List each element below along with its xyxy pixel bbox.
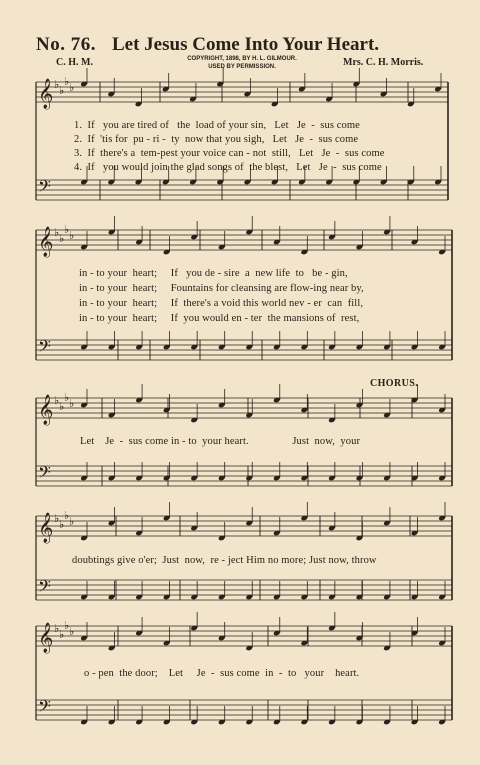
bass-clef-icon: 𝄢 [38,462,51,486]
hymn-number: No. 76. [36,34,96,55]
treble-clef-icon: 𝄞 [38,79,54,109]
verse-3-line-2: in - to your heart; If there's a void this world nev - er can fill, [79,298,364,309]
treble-clef-icon: 𝄞 [38,623,54,653]
flat-sign: ♭ [64,223,70,236]
chorus-line-3: o - pen the door; Let Je - sus come in - to your heart. [84,668,360,679]
bass-clef-icon: 𝄢 [38,576,51,600]
flat-sign: ♭ [59,400,65,413]
flat-sign: ♭ [59,628,65,641]
treble-clef-icon: 𝄞 [38,227,54,257]
permission-line: USED BY PERMISSION. [208,64,276,70]
treble-clef-icon: 𝄞 [38,513,54,543]
chorus-line-1: Let Je - sus come in - to your heart. Just now, your [80,436,361,447]
bass-clef-icon: 𝄢 [38,336,51,360]
flat-sign: ♭ [69,229,75,242]
treble-clef-icon: 𝄞 [38,395,54,425]
flat-sign: ♭ [54,226,60,239]
verse-1-line-1: 1. If you are tired of the load of your sin, Let Je - sus come [74,120,360,131]
copyright-line: COPYRIGHT, 1898, BY H. L. GILMOUR. [187,56,297,62]
chorus-line-2: doubtings give o'er; Just now, re - ject Him no more; Just now, throw [72,555,377,566]
verse-2-line-2: in - to your heart; Fountains for cleansing are flow-ing near by, [79,283,364,294]
flat-sign: ♭ [69,625,75,638]
flat-sign: ♭ [54,622,60,635]
flat-sign: ♭ [69,397,75,410]
flat-sign: ♭ [54,78,60,91]
flat-sign: ♭ [59,232,65,245]
flat-sign: ♭ [64,509,70,522]
verse-4-line-1: 4. If you would join the glad songs of the blest, Let Je - sus come [74,162,382,173]
flat-sign: ♭ [64,391,70,404]
flat-sign: ♭ [59,518,65,531]
flat-sign: ♭ [59,84,65,97]
lyricist-credit: C. H. M. [56,57,93,68]
flat-sign: ♭ [64,619,70,632]
flat-sign: ♭ [69,81,75,94]
flat-sign: ♭ [54,512,60,525]
composer-credit: Mrs. C. H. Morris. [343,57,424,68]
flat-sign: ♭ [54,394,60,407]
chorus-label: CHORUS. [370,378,419,389]
verse-3-line-1: 3. If there's a tem-pest your voice can - not still, Let Je - sus come [74,148,385,159]
bass-clef-icon: 𝄢 [38,176,51,200]
flat-sign: ♭ [69,515,75,528]
verse-2-line-1: 2. If 'tis for pu - ri - ty now that you sigh, Let Je - sus come [74,134,359,145]
verse-4-line-2: in - to your heart; If you would en - ter the mansions of rest, [79,313,360,324]
hymn-title: Let Jesus Come Into Your Heart. [112,34,380,55]
bass-clef-icon: 𝄢 [38,696,51,720]
flat-sign: ♭ [64,75,70,88]
verse-1-line-2: in - to your heart; If you de - sire a new life to be - gin, [79,268,348,279]
